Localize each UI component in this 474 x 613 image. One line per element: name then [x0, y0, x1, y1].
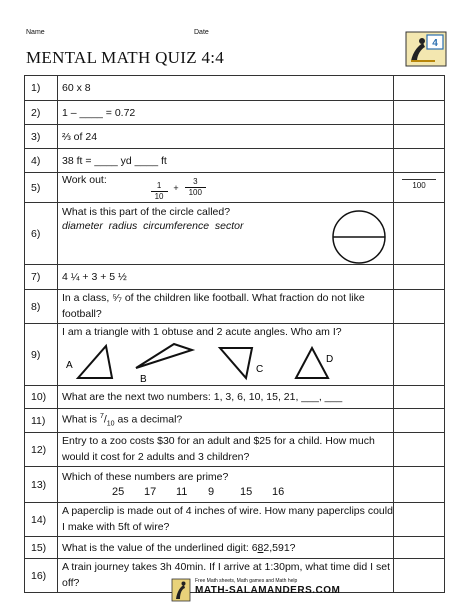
number-option: 9 — [208, 486, 215, 498]
question-number: 9) — [25, 324, 58, 386]
question-text: Entry to a zoo costs $30 for an adult and $25 for a child. How much would it cost for 2 adults and 3 children? — [58, 433, 394, 467]
answer-box[interactable] — [394, 467, 445, 503]
question-prompt: What is this part of the circle called? — [62, 206, 231, 218]
question-text-part: What is the value of the underlined digit: 6 — [62, 541, 258, 554]
question-number: 15) — [25, 537, 58, 559]
triangle-label-d: D — [326, 354, 334, 365]
answer-box[interactable] — [394, 537, 445, 559]
question-text: 60 x 8 — [58, 76, 394, 101]
question-text — [58, 203, 394, 265]
question-row — [25, 101, 445, 125]
triangle-c-icon — [220, 348, 252, 378]
quiz-table — [24, 75, 445, 593]
name-label: Name — [26, 29, 45, 36]
triangle-label-c: C — [256, 364, 264, 375]
fraction-numerator: 7 — [99, 413, 104, 421]
question-number: 14) — [25, 503, 58, 537]
question-number: 10) — [25, 386, 58, 409]
prime-number-list — [112, 486, 393, 498]
answer-box[interactable] — [394, 101, 445, 125]
question-number: 7) — [25, 265, 58, 290]
triangle-d-icon — [296, 348, 328, 378]
answer-box[interactable] — [394, 503, 445, 537]
underlined-digit: 8 — [257, 541, 264, 554]
question-text: A train journey takes 3h 40min. If I arrive at 1:30pm, what time did I set off? — [58, 559, 394, 593]
question-text-part: What is — [62, 413, 100, 426]
question-text-part: 2,591? — [263, 541, 296, 554]
question-row — [25, 433, 445, 467]
answer-box[interactable] — [394, 76, 445, 101]
triangle-b-icon — [136, 344, 192, 368]
fraction-denominator: 10 — [106, 420, 115, 428]
circle-diagram-icon — [329, 209, 389, 265]
question-row — [25, 265, 445, 290]
question-text — [58, 409, 394, 433]
question-prompt: Which of these numbers are prime? — [62, 471, 229, 483]
question-number: 4) — [25, 149, 58, 173]
number-option: 25 — [112, 486, 125, 498]
work-out-label: Work out: — [62, 174, 107, 186]
question-text: What are the next two numbers: 1, 3, 6, 10, 15, 21, ___, ___ — [58, 386, 394, 409]
footer-site-name[interactable]: MATH-SALAMANDERS.COM — [195, 585, 341, 596]
question-row — [25, 537, 445, 559]
question-number: 2) — [25, 101, 58, 125]
question-row — [25, 467, 445, 503]
question-text-part: as a decimal? — [114, 413, 183, 426]
answer-box[interactable] — [394, 265, 445, 290]
question-text — [58, 467, 394, 503]
question-prompt: I am a triangle with 1 obtuse and 2 acute angles. Who am I? — [62, 326, 342, 338]
question-number: 5) — [25, 173, 58, 203]
answer-box[interactable] — [394, 324, 445, 386]
fraction-two-thirds: ⅔ — [62, 130, 71, 143]
triangle-a-icon — [78, 346, 112, 378]
question-text-part: of 24 — [70, 130, 98, 143]
answer-box[interactable] — [394, 203, 445, 265]
answer-box[interactable] — [394, 290, 445, 324]
question-number: 6) — [25, 203, 58, 265]
question-text — [58, 125, 394, 149]
plus-sign: + — [173, 182, 179, 193]
question-row — [25, 149, 445, 173]
answer-box[interactable] — [394, 559, 445, 593]
fraction-one-tenth: $\frac{1}{10}$ — [151, 182, 168, 201]
question-row — [25, 503, 445, 537]
question-text: In a class, ⁵⁄₇ of the children like football. What fraction do not like football? — [58, 290, 394, 324]
answer-box[interactable] — [394, 149, 445, 173]
question-text — [58, 324, 394, 386]
answer-denominator: 100 — [402, 179, 436, 190]
question-number: 8) — [25, 290, 58, 324]
triangle-options-diagram — [62, 340, 387, 384]
question-row — [25, 203, 445, 265]
number-option: 11 — [176, 486, 188, 498]
triangle-label-b: B — [140, 374, 147, 384]
answer-box[interactable] — [394, 125, 445, 149]
question-row — [25, 125, 445, 149]
question-number: 1) — [25, 76, 58, 101]
number-option: 16 — [272, 486, 285, 498]
answer-box[interactable] — [394, 409, 445, 433]
answer-box[interactable] — [394, 173, 445, 203]
number-option: 15 — [240, 486, 253, 498]
question-number: 12) — [25, 433, 58, 467]
question-text: A paperclip is made out of 4 inches of wire. How many paperclips could I make with 5ft of wire? — [58, 503, 394, 537]
question-number: 3) — [25, 125, 58, 149]
triangle-label-a: A — [66, 360, 73, 371]
question-row — [25, 324, 445, 386]
question-row — [25, 76, 445, 101]
logo-number: 4 — [432, 38, 438, 49]
question-number: 16) — [25, 559, 58, 593]
answer-box[interactable] — [394, 433, 445, 467]
page-title: MENTAL MATH QUIZ 4:4 — [26, 48, 225, 67]
question-number: 13) — [25, 467, 58, 503]
fraction-slash: / — [103, 413, 107, 426]
date-label: Date — [194, 29, 209, 36]
footer-tagline: Free Math sheets, Math games and Math help — [195, 578, 298, 584]
answer-options: diameter radius circumference sector — [62, 220, 244, 232]
question-text: 1 – ____ = 0.72 — [58, 101, 394, 125]
question-row — [25, 290, 445, 324]
number-option: 17 — [144, 486, 157, 498]
question-text: 38 ft = ____ yd ____ ft — [58, 149, 394, 173]
salamander-logo-icon — [405, 31, 447, 67]
question-text: 4 ¼ + 3 + 5 ½ — [58, 265, 394, 290]
question-text — [58, 537, 394, 559]
question-number: 11) — [25, 409, 58, 433]
question-text — [58, 173, 394, 203]
question-row — [25, 386, 445, 409]
question-row — [25, 173, 445, 203]
fraction-three-hundredths: $\frac{3}{100}$ — [185, 178, 206, 197]
answer-box[interactable] — [394, 386, 445, 409]
question-row — [25, 409, 445, 433]
